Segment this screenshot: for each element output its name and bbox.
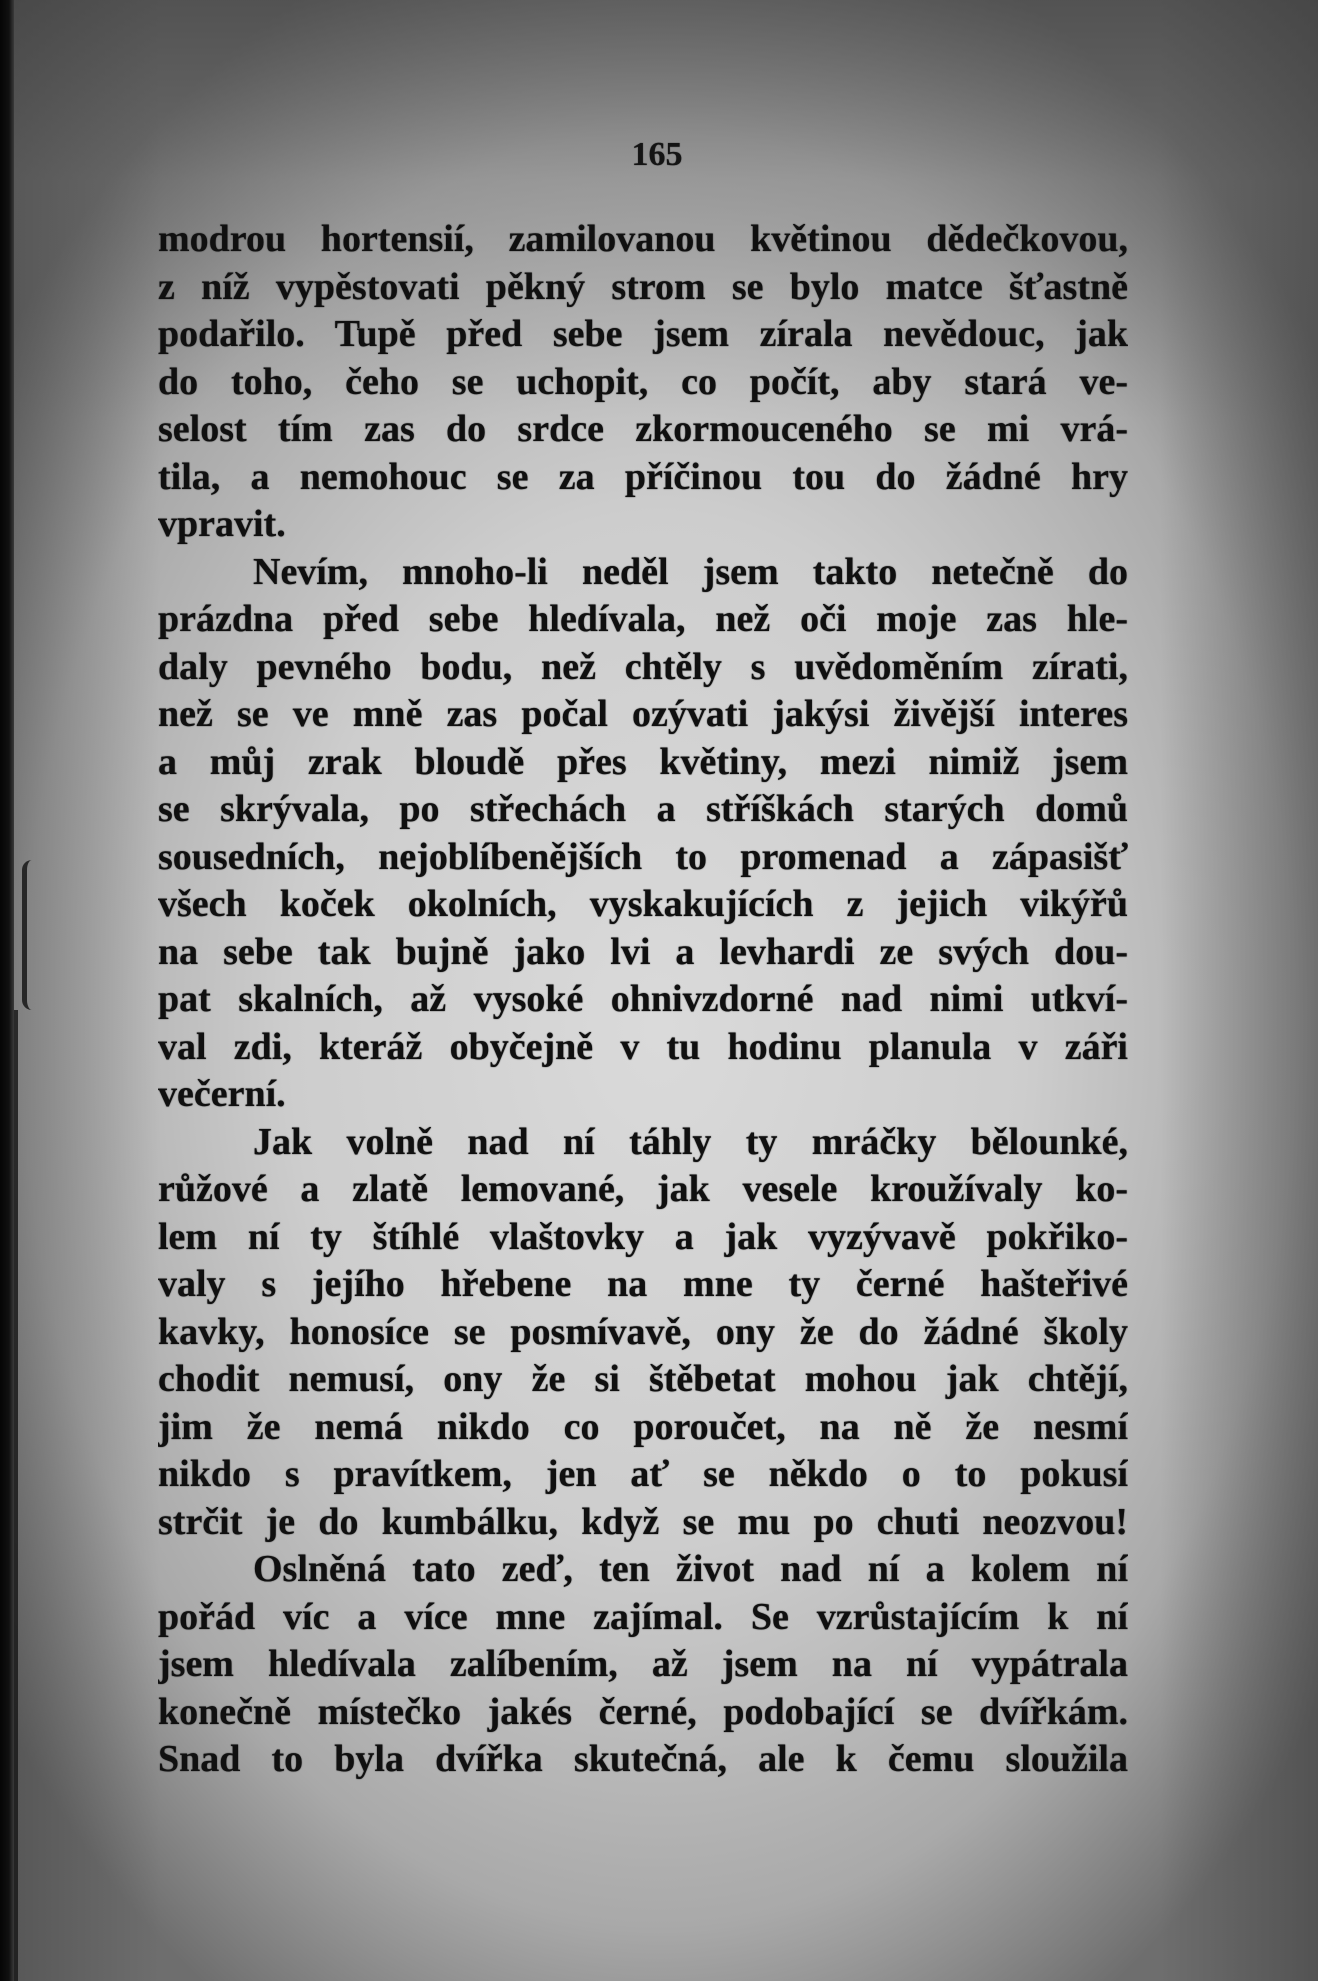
text-line: pat skalních, až vysoké ohnivzdorné nad nimi utkví- xyxy=(158,978,1128,1020)
text-line: večerní. xyxy=(158,1073,286,1115)
text-line: tila, a nemohouc se za příčinou tou do žádné hry xyxy=(158,455,1128,498)
text-line: jim že nemá nikdo co poroučet, na ně že nesmí xyxy=(158,1405,1128,1448)
text-line: kavky, honosíce se posmívavě, ony že do žádné školy xyxy=(158,1310,1128,1353)
text-line: lem ní ty štíhlé vlaštovky a jak vyzývavě pokřiko- xyxy=(158,1215,1128,1258)
text-line: Oslněná tato zeď, ten život nad ní a kolem ní xyxy=(253,1548,1128,1590)
text-line: se skrývala, po střechách a stříškách starých domů xyxy=(158,788,1128,830)
page-number: 165 xyxy=(631,136,683,173)
text-line: vpravit. xyxy=(158,503,286,545)
text-line: z níž vypěstovati pěkný strom se bylo matce šťastně xyxy=(158,265,1128,308)
text-line: Nevím, mnoho-li neděl jsem takto netečně do xyxy=(253,550,1128,593)
text-line: val zdi, kteráž obyčejně v tu hodinu planula v záři xyxy=(158,1025,1128,1068)
scan-edge-left xyxy=(0,0,14,1981)
text-line: do toho, čeho se uchopit, co počít, aby stará ve- xyxy=(158,360,1128,403)
text-line: než se ve mně zas počal ozývati jakýsi živější interes xyxy=(158,693,1128,735)
text-line: sousedních, nejoblíbenějších to promenad a zápasišť xyxy=(158,835,1128,878)
text-line: Jak volně nad ní táhly ty mráčky bělounké, xyxy=(253,1120,1128,1163)
text-line: všech koček okolních, vyskakujících z jejich vikýřů xyxy=(158,883,1128,925)
text-line: Snad to byla dvířka skutečná, ale k čemu sloužila xyxy=(158,1738,1128,1780)
text-block xyxy=(158,216,1128,1784)
text-line: a můj zrak bloudě přes květiny, mezi nimiž jsem xyxy=(158,740,1128,783)
text-line: modrou hortensií, zamilovanou květinou dědečkovou, xyxy=(158,218,1128,260)
text-line: nikdo s pravítkem, jen ať se někdo o to pokusí xyxy=(158,1453,1128,1495)
text-line: jsem hledívala zalíbením, až jsem na ní vypátrala xyxy=(158,1643,1128,1685)
text-line: na sebe tak bujně jako lvi a levhardi ze svých dou- xyxy=(158,930,1128,973)
text-line: růžové a zlatě lemované, jak vesele kroužívaly ko- xyxy=(158,1168,1128,1210)
text-line: daly pevného bodu, než chtěly s uvědoměním zírati, xyxy=(158,645,1128,688)
scan-margin-mark xyxy=(22,860,41,1010)
text-line: valy s jejího hřebene na mne ty černé hašteřivé xyxy=(158,1263,1128,1305)
scan-margin-line xyxy=(14,1010,18,1981)
text-line: strčit je do kumbálku, když se mu po chuti neozvou! xyxy=(158,1500,1128,1543)
text-line: chodit nemusí, ony že si štěbetat mohou jak chtějí, xyxy=(158,1358,1128,1400)
text-line: konečně místečko jakés černé, podobající se dvířkám. xyxy=(158,1690,1128,1733)
text-line: pořád víc a více mne zajímal. Se vzrůstajícím k ní xyxy=(158,1595,1128,1638)
text-line: prázdna před sebe hledívala, než oči moje zas hle- xyxy=(158,598,1128,640)
text-line: selost tím zas do srdce zkormouceného se mi vrá- xyxy=(158,408,1128,450)
text-line: podařilo. Tupě před sebe jsem zírala nevědouc, jak xyxy=(158,313,1128,355)
